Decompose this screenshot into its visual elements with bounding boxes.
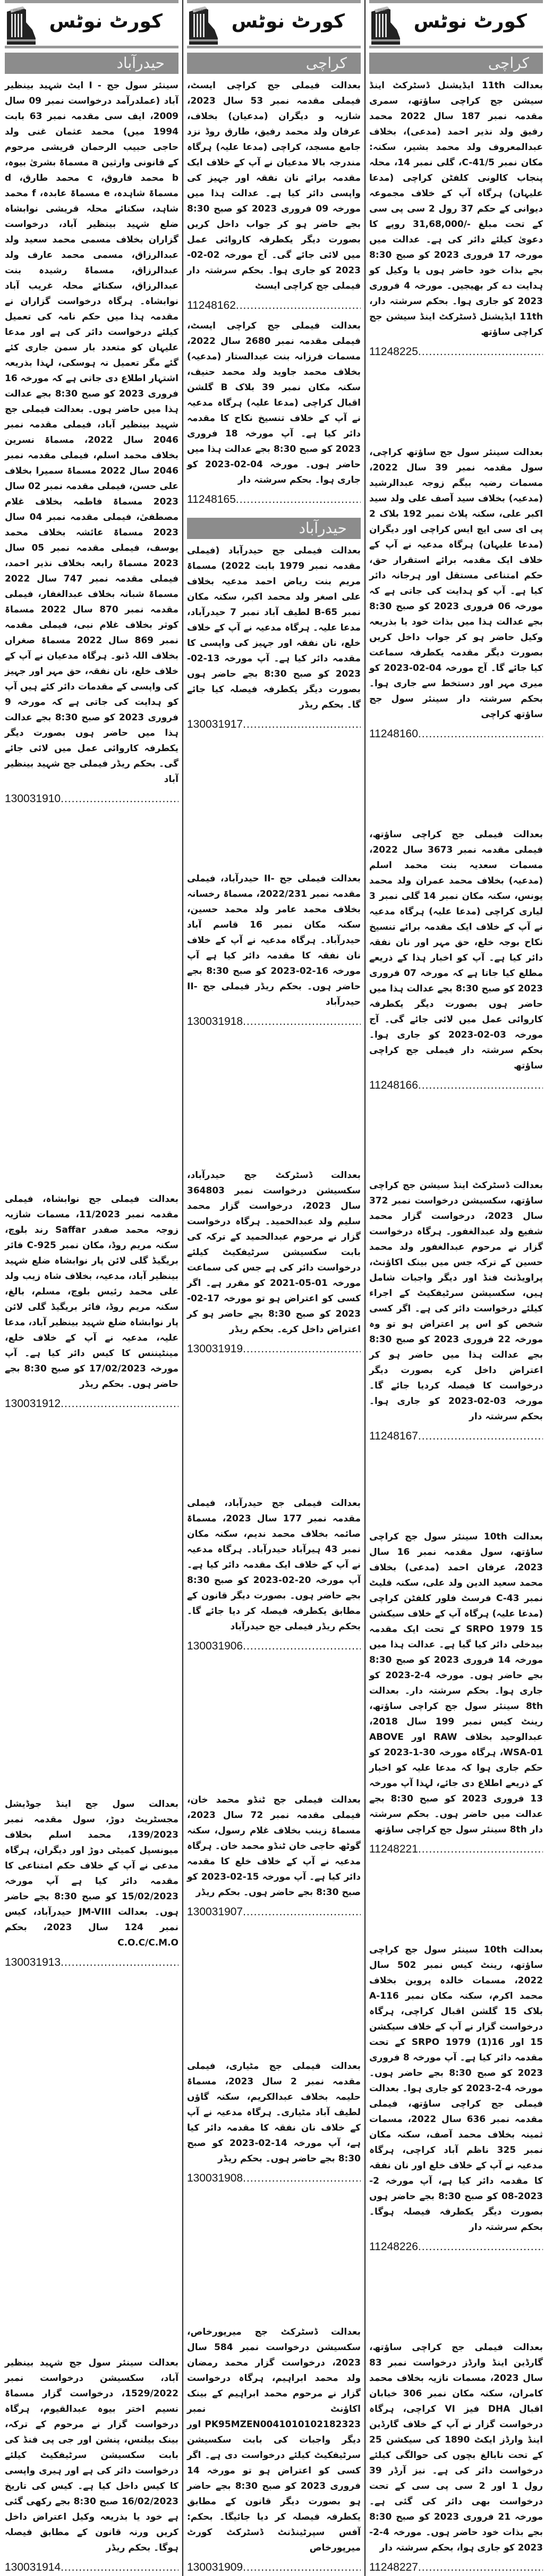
notices-list	[5, 48, 178, 2576]
court-notice	[369, 2336, 543, 2576]
notice-ref-number: 11248227 .....	[369, 2561, 543, 2574]
notice-text: بعدالت ڈسٹرکٹ جج میرپورخاص، سکسیشن درخواست نمبر 584 سال 2023، درخواست گزار محمد رمضان ولد محمد ابراہیم، ہرگاہ درخواست گزار نے مرحوم محمد ابراہیم کے بینک اکاؤنٹ نمبر PK95MZEN0041010102182323 اور دیگر واجبات کی بابت سکسیشن سرٹیفکیٹ کیلئے درخواست دی ہے۔ اگر کسی کو اعتراض ہو تو مورخہ 14 فروری 2023 کو صبح 8:30 بجے حاضر ہو بصورت دیگر قانون کے مطابق یکطرفہ فیصلہ کر دیا جائیگا۔ بحکم: آفس سپرٹینڈنٹ ڈسٹرکٹ کورٹ میرپورخاص	[187, 2327, 361, 2553]
notice-ref-number: 11248226 .....	[369, 2241, 543, 2253]
court-notice	[369, 1525, 543, 1858]
court-notice	[5, 1188, 178, 1412]
svg-text:COURT: COURT	[378, 9, 387, 12]
notice-text: بعدالت فیملی جج کراچی ایسٹ، فیملی مقدمہ نمبر 53 سال 2023، شازیہ و دیگران (مدعیان) بخلاف، عرفان ولد محمد رفیق، طارق روڈ نزد جامع مسجد، کراچی (مدعا علیہ) ہرگاہ مندرجہ بالا مدعیان نے آپ کے خلاف ایک مقدمہ برائے نان نفقہ اور جہیز کی واپسی دائر کیا ہے۔ عدالت ہذا میں مورخہ 09 فروری 2023 کو صبح 8:30 بجے حاضر ہو کر جواب داخل کریں بصورت دیگر یکطرفہ کاروائی عمل میں لائی جائے گی۔ آج مورخہ 02-02-2023 کو جاری ہوا۔ بحکم سرشتہ دار فیملی جج کراچی ایسٹ	[187, 80, 361, 291]
section-header: کراچی	[187, 53, 361, 74]
court-notice	[369, 74, 543, 360]
section-header: حیدرآباد	[5, 53, 178, 74]
notice-ref-number: 130031907 .....	[187, 1906, 361, 1918]
court-notice	[369, 1174, 543, 1445]
court-notice	[5, 1792, 178, 1971]
notice-text: بعدالت فیملی جج کراچی ساؤتھ، فیملی مقدمہ نمبر 3673 سال 2022، مسمات سعدیہ بنت محمد اسلم (مدعیہ) بخلاف محمد عمران ولد محمد یونس، سکنہ مکان نمبر 14 گلی نمبر 3 لیاری کراچی (مدعا علیہ) ہرگاہ مدعیہ نے آپ کے خلاف ایک مقدمہ برائے تنسیخ نکاح بوجہ خلع، حق مہر اور نان نفقہ دائر کیا ہے۔ آپ کو اخبار ہذا کے ذریعے مطلع کیا جاتا ہے کہ مورخہ 07 فروری 2023 کو صبح 8:30 بجے عدالت ہذا میں حاضر ہوں بصورت دیگر یکطرفہ کاروائی عمل میں لائی جائے گی۔ آج مورخہ 03-02-2023 کو جاری ہوا۔ بحکم سرشتہ دار فیملی جج کراچی ساؤتھ	[369, 829, 543, 1071]
notice-ref-number: 11248162 .....	[187, 299, 361, 312]
notice-ref-number: 130031910 .....	[5, 793, 178, 805]
notice-text: بعدالت ڈسٹرکٹ اینڈ سیشن جج کراچی ساؤتھ، سکسیشن درخواست نمبر 372 سال 2023، درخواست گزار محمد شفیع ولد عبدالغفور۔ ہرگاہ درخواست گزار نے مرحوم عبدالغفور ولد محمد حسین کے ترکہ جس میں بینک اکاؤنٹ، پراویڈنٹ فنڈ اور دیگر واجبات شامل ہیں، سکسیشن سرٹیفکیٹ کے اجراء کیلئے درخواست دائر کی ہے۔ اگر کسی شخص کو اس پر اعتراض ہو تو وہ مورخہ 22 فروری 2023 کو صبح 8:30 بجے عدالت ہذا میں حاضر ہو کر اعتراض داخل کرے بصورت دیگر درخواست کا فیصلہ کردیا جائے گا۔ مورخہ 03-02-2023 کو جاری ہوا۔ بحکم سرشتہ دار	[369, 1180, 543, 1422]
masthead-title: کورٹ نوٹس	[413, 11, 527, 32]
masthead	[369, 4, 543, 48]
column-divider	[182, 0, 183, 2576]
notice-text: بعدالت 11th ایڈیشنل ڈسٹرکٹ اینڈ سیشن جج کراچی ساؤتھ، سمری مقدمہ نمبر 187 سال 2022 محمد رفیق ولد نذیر احمد (مدعی)، بخلاف عبدالمعروف ولد محمد بشیر، سکنہ: مکان نمبر C-41/5، گلی نمبر 14، محلہ پنجاب کالونی کلفٹن کراچی (مدعا علیہان) ہرگاہ آپ کے خلاف مجموعہ دیوانی کے حکم 37 رول 2 سی پی سی کے تحت مبلغ -/31,68,000 روپے کا دعویٰ کیلئے دائر کی ہے۔ عدالت میں مورخہ 17 فروری 2023 کو صبح 8:30 بجے بذات خود حاضر ہوں یا وکیل کو ہدایت دے کر بھیجیں۔ مورخہ 4 فروری 2023 کو جاری ہوا۔ بحکم سرشتہ دار، 11th ایڈیشنل ڈسٹرکٹ اینڈ سیشن جج کراچی ساؤتھ	[369, 80, 543, 338]
notice-text: بعدالت فیملی جج کراچی ایسٹ، فیملی مقدمہ نمبر 2680 سال 2022، مسمات فرزانہ بنت عبدالستار (مدعیہ) بخلاف محمد جاوید ولد محمد حنیف، سکنہ مکان نمبر 39 بلاک B گلشن اقبال کراچی (مدعا علیہ) ہرگاہ مدعیہ نے آپ کے خلاف تنسیخ نکاح کا مقدمہ دائر کیا ہے۔ آپ مورخہ 18 فروری 2023 کو صبح 8:30 بجے عدالت ہذا میں حاضر ہوں۔ مورخہ 04-02-2023 کو جاری ہوا۔ بحکم سرشتہ دار	[187, 321, 361, 485]
court-notice	[369, 1938, 543, 2255]
notice-text: بعدالت ڈسٹرکٹ جج حیدرآباد، سکسیشن درخواست نمبر 364803 سال 2023، درخواست گزار محمد سلیم ولد عبدالحمید۔ ہرگاہ درخواست گزار نے مرحوم عبدالحمید کے ترکہ کی بابت سکسیشن سرٹیفکیٹ کیلئے درخواست دائر کی ہے جس کی سماعت مورخہ 01-05-2021 کو مقرر ہے۔ اگر کسی کو اعتراض ہو تو مورخہ 17-02-2023 کو صبح 8:30 بجے حاضر ہو کر اعتراض داخل کرے۔ بحکم ریڈر	[187, 1170, 361, 1335]
notice-text: بعدالت فیملی جج حیدرآباد، فیملی مقدمہ نمبر 177 سال 2023، مسماۃ صائمہ بخلاف محمد ندیم، سکنہ مکان نمبر 43 ہیرآباد حیدرآباد۔ ہرگاہ مدعیہ نے آپ کے خلاف ایک مقدمہ دائر کیا ہے۔ آپ مورخہ 20-02-2023 کو صبح 8:30 بجے حاضر ہوں۔ بصورت دیگر قانون کے مطابق یکطرفہ فیصلہ کر دیا جائے گا۔ بحکم ریڈر فیملی جج حیدرآباد	[187, 1497, 361, 1632]
masthead	[187, 4, 361, 48]
top-rule	[369, 0, 543, 3]
notice-column	[4, 0, 180, 2576]
notice-text: سینئر سول جج - I ایٹ شہید بینظیر آباد (عملدرآمد درخواست نمبر 09 سال 2009، ایف سی مقدمہ نمبر 63 بابت 1994 میں) محمد عثمان غنی ولد حاجی حبیب الرحمان قریشی مرحوم کے قانونی وارثین a مسماۃ بشریٰ بیوہ، b محمد فاروق، c محمد طارق، d مسماۃ شاہدہ، e مسماۃ عابدہ، f محمد شاہد، سکنائے محلہ قریشی نوابشاہ ضلع شہید بینظیر آباد، درخواست گزاران بخلاف مسمی محمد سعید ولد عبدالرزاق، مسمی محمد عارف ولد عبدالرزاق، مسماۃ رشیدہ بنت عبدالرزاق، سکنائے محلہ غریب آباد نوابشاہ۔ ہرگاہ درخواست گزاران نے مقدمہ ہذا میں حکم نامہ کی تعمیل کیلئے درخواست دائر کی ہے اور مدعا علیہان کو متعدد بار سمن جاری کئے گئے مگر تعمیل نہ ہوسکی، لہذا بذریعہ اشتہار اطلاع دی جاتی ہے کہ مورخہ 16 فروری 2023 کو صبح 8:30 بجے عدالت ہذا میں حاضر ہوں۔ بعدالت فیملی جج شہید بینظیر آباد، فیملی مقدمہ نمبر 2046 سال 2022، مسماۃ نسرین بخلاف محمد اسلم، فیملی مقدمہ نمبر 2046 سال 2022 مسماۃ سمیرا بخلاف علی حسن، فیملی مقدمہ نمبر 02 سال 2023 مسماۃ فاطمہ بخلاف غلام مصطفیٰ، فیملی مقدمہ نمبر 04 سال 2023 مسماۃ عائشہ بخلاف محمد یوسف، فیملی مقدمہ نمبر 05 سال 2023 مسماۃ رابعہ بخلاف نذیر احمد، فیملی مقدمہ نمبر 747 سال 2022 مسماۃ شبانہ بخلاف عبدالغفار، فیملی مقدمہ نمبر 870 سال 2022 مسماۃ کوثر بخلاف غلام نبی، فیملی مقدمہ نمبر 869 سال 2022 مسماۃ صغراں بخلاف اللہ ڈنو۔ ہرگاہ مدعیان نے آپ کے خلاف خلع، نان نفقہ، حق مہر اور جہیز کی واپسی کے مقدمات دائر کئے ہیں آپ کو ہدایت کی جاتی ہے کہ مورخہ 9 فروری 2023 کو صبح 8:30 بجے عدالت ہذا میں حاضر ہوں بصورت دیگر یکطرفہ کاروائی عمل میں لائی جائے گی۔ بحکم ریڈر فیملی جج شہید بینظیر آباد	[5, 80, 179, 785]
notice-column	[368, 0, 544, 2576]
notice-ref-number: 11248165 .....	[187, 493, 361, 506]
city-section	[187, 48, 361, 508]
notice-ref-number: 130031919 .....	[187, 1343, 361, 1356]
notice-text: بعدالت فیملی جج -II حیدرآباد، فیملی مقدمہ نمبر 2022/231، مسماۃ رخسانہ بخلاف محمد عامر ولد محمد حسین، سکنہ مکان نمبر 16 قاسم آباد حیدرآباد۔ ہرگاہ مدعیہ نے آپ کے خلاف نان نفقہ کا مقدمہ دائر کیا ہے آپ مورخہ 16-02-2023 کو صبح 8:30 بجے حاضر ہوں۔ بحکم ریڈر فیملی جج -II حیدرآباد	[187, 873, 361, 1007]
masthead-title: کورٹ نوٹس	[49, 11, 163, 32]
top-rule	[187, 0, 361, 3]
notice-ref-number: 11248160 .....	[369, 728, 543, 740]
notice-ref-number: 11248166 .....	[369, 1079, 543, 1092]
court-notice	[187, 867, 361, 1030]
masthead	[5, 4, 178, 48]
city-section	[5, 48, 178, 2576]
notice-ref-number: 130031918 .....	[187, 1015, 361, 1028]
court-notice	[187, 539, 361, 733]
city-section	[369, 48, 543, 2576]
notice-ref-number: 130031912 .....	[5, 1398, 178, 1410]
notice-ref-number: 130031917 .....	[187, 718, 361, 731]
notices-list	[187, 48, 361, 2576]
court-notice	[187, 74, 361, 314]
notice-ref-number: 130031906 .....	[187, 1640, 361, 1653]
notice-text: بعدالت فیملی جج ٹنڈو محمد خان، فیملی مقدمہ نمبر 72 سال 2023، مسماۃ زینب بخلاف غلام رسول، سکنہ گوٹھ حاجی خان ٹنڈو محمد خان۔ ہرگاہ مدعیہ نے آپ کے خلاف خلع کا مقدمہ دائر کیا ہے۔ آپ مورخہ 15-02-2023 کو صبح 8:30 بجے حاضر ہوں۔ بحکم ریڈر	[187, 1795, 361, 1898]
notice-text: بعدالت 10th سینئر سول جج کراچی ساؤتھ، رینٹ کیس نمبر 502 سال 2022، مسمات خالدہ پروین بخلاف محمد اکرم، سکنہ مکان نمبر A-116 بلاک 15 گلشن اقبال کراچی، ہرگاہ درخواست گزار نے آپ کے خلاف سیکشن 15 اور 16(1) SRPO 1979 کے تحت مقدمہ دائر کیا ہے۔ آپ مورخہ 8 فروری 2023 کو صبح 8:30 بجے حاضر ہوں۔ مورخہ 4-2-2023 کو جاری ہوا۔ بعدالت فیملی جج کراچی ساؤتھ، فیملی مقدمہ نمبر 636 سال 2022، مسمات ثمینہ بخلاف محمد آصف، سکنہ مکان نمبر 325 ناظم آباد کراچی، ہرگاہ مدعیہ نے آپ کے خلاف خلع اور نان نفقہ کا مقدمہ دائر کیا ہے، آپ مورخہ 2-2023-08 کو صبح 8:30 بجے حاضر ہوں بصورت دیگر یکطرفہ فیصلہ ہوگا۔ بحکم سرشتہ دار	[369, 1944, 543, 2233]
court-notice	[187, 1492, 361, 1655]
svg-text:COURT: COURT	[13, 9, 23, 12]
city-section	[187, 513, 361, 2576]
court-notice	[187, 2055, 361, 2187]
notice-ref-number: 130031913 .....	[5, 1956, 178, 1969]
notice-ref-number: 11248225 .....	[369, 346, 543, 358]
top-rule	[5, 0, 178, 3]
court-notice	[5, 2351, 178, 2576]
notice-text: بعدالت فیملی جج حیدرآباد (فیملی مقدمہ نمبر 1979 بابت 2022) مسماۃ مریم بنت ریاض احمد مدعیہ بخلاف علی اصغر ولد محمد اکبر، سکنہ مکان نمبر B-65 لطیف آباد نمبر 7 حیدرآباد، مدعا علیہ۔ ہرگاہ مدعیہ نے آپ کے خلاف خلع، نان نفقہ اور جہیز کی واپسی کا مقدمہ دائر کیا ہے۔ آپ مورخہ 13-02-2023 کو صبح 8:30 بجے حاضر ہوں بصورت دیگر یکطرفہ فیصلہ کیا جائے گا۔ بحکم ریڈر	[187, 545, 361, 710]
notice-ref-number: 130031908 .....	[187, 2172, 361, 2185]
court-notice	[5, 74, 178, 807]
section-header: حیدرآباد	[187, 518, 361, 539]
court-notice	[187, 2320, 361, 2576]
notice-text: بعدالت سینئر سول جج ساؤتھ کراچی، سول مقدمہ نمبر 39 سال 2022، مسمات رضیہ بیگم زوجہ عبدالرشید (مدعیہ) بخلاف سید آصف علی ولد سید اکبر علی، سکنہ پلاٹ نمبر 192 بلاک 2 پی ای سی ایچ ایس کراچی اور دیگران (مدعا علیہان) ہرگاہ مدعیہ نے آپ کے خلاف ایک مقدمہ برائے استقرار حق، حکم امتناعی مستقل اور ہرجانہ دائر کیا ہے۔ آپ کو ہدایت کی جاتی ہے کہ مورخہ 06 فروری 2023 کو صبح 8:30 بجے عدالت ہذا میں بذات خود یا بذریعہ وکیل حاضر ہو کر جواب داخل کریں بصورت دیگر مقدمہ یکطرفہ سماعت کیا جائے گا۔ آج مورخہ 04-02-2023 کو میری مہر اور دستخط سے جاری ہوا۔ بحکم سرشتہ دار سینئر سول جج ساؤتھ کراچی	[369, 447, 543, 720]
court-notice	[187, 314, 361, 508]
court-notice	[187, 1164, 361, 1358]
notice-text: بعدالت فیملی جج مٹیاری، فیملی مقدمہ نمبر 2 سال 2023، مسماۃ حلیمہ بخلاف عبدالکریم، سکنہ گاؤں لطیف آباد مٹیاری۔ ہرگاہ مدعیہ نے آپ کے خلاف نان نفقہ کا مقدمہ دائر کیا ہے، آپ مورخہ 14-02-2023 کو صبح 8:30 بجے حاضر ہوں۔ بحکم ریڈر	[187, 2060, 361, 2164]
court-notice	[369, 441, 543, 743]
notice-text: بعدالت سینئر سول جج شہید بینظیر آباد، سکسیشن درخواست نمبر 1529/2022، درخواست گزار مسماۃ نسیم اختر بیوہ عبدالقیوم، ہرگاہ درخواست گزار نے مرحوم کے ترکہ، بینک بیلنس، پنشن اور جی پی فنڈ کی بابت سکسیشن سرٹیفکیٹ کیلئے درخواست دائر کی ہے اور ہیری واپسی کا کیس داخل کیا ہے۔ کیس کی تاریخ 16/02/2023 صبح 8:30 بجے رکھی گئی ہے خود یا بذریعہ وکیل اعتراض داخل کریں ورنہ قانون کے مطابق فیصلہ ہوگا۔ بحکم ریڈر	[5, 2358, 178, 2553]
svg-text:COURT: COURT	[196, 9, 205, 12]
column-divider	[364, 0, 366, 2576]
notices-list	[369, 48, 543, 2576]
notice-text: بعدالت سول جج اینڈ جوڈیشل مجسٹریٹ دوڑ، سول مقدمہ نمبر 139/2023، محمد اسلم بخلاف میونسپل کمیٹی دوڑ اور دیگران، ہرگاہ مدعی نے آپ کے خلاف حکم امتناعی کا مقدمہ دائر کیا ہے آپ مورخہ 15/02/2023 کو صبح 8:30 بجے حاضر ہوں۔ بعدالت JM-VIII حیدرآباد، کیس نمبر 124 سال 2023، بحکم C.O.C/C.M.O	[5, 1799, 178, 1948]
notice-column	[186, 0, 362, 2576]
notice-ref-number: 11248221 .....	[369, 1843, 543, 1856]
notice-ref-number: 130031914 .....	[5, 2561, 178, 2574]
notice-ref-number: 130031909 .....	[187, 2561, 361, 2574]
masthead-title: کورٹ نوٹس	[231, 11, 345, 32]
court-notice	[369, 823, 543, 1094]
court-notice	[187, 1788, 361, 1921]
notice-ref-number: 11248167 .....	[369, 1430, 543, 1443]
notice-text: بعدالت فیملی جج نوابشاہ، فیملی مقدمہ نمبر 11/2023، مسمات شازیہ زوجہ محمد صفدر Saffar رند بلوچ، سکنہ مریم روڈ، مکان نمبر C-925 فائر بریگیڈ گلی لائن پار نوابشاہ ضلع شہید بینظیر آباد، مدعیہ، بخلاف شاہ زیب ولد علی محمد رئیس بلوچ، مسلم، بالغ، سکنہ مریم روڈ، فائر بریگیڈ گلی لائن پار نوابشاہ ضلع شہید بینظیر آباد، مدعا علیہ، مدعیہ نے آپ کے خلاف خلع، مینٹیننس کا کیس دائر کیا ہے۔ آپ مورخہ 17/02/2023 کو صبح 8:30 بجے حاضر ہوں۔ بحکم ریڈر	[5, 1194, 179, 1390]
notice-text: بعدالت فیملی جج کراچی ساؤتھ، گارڈین اینڈ وارڈز درخواست نمبر 83 سال 2023، مسمات نازیہ بخلاف محمد کامران، سکنہ مکان نمبر 306 خیابان اقبال DHA فیز VI کراچی، ہرگاہ درخواست گزار نے آپ کے خلاف گارڈین اینڈ وارڈز ایکٹ 1890 کی سیکشن 25 کے تحت نابالغ بچوں کی حوالگی کیلئے درخواست دائر کی ہے۔ نیز آرڈر 39 رول 1 اور 2 سی پی سی کے تحت درخواست بھی دائر کی گئی ہے۔ مورخہ 21 فروری 2023 کو صبح 8:30 بجے بذات خود حاضر ہوں۔ مورخہ 4-2-2023 کو جاری ہوا، بحکم سرشتہ دار	[369, 2342, 543, 2553]
section-header: کراچی	[369, 53, 543, 74]
notice-text: بعدالت 10th سینئر سول جج کراچی ساؤتھ، سول مقدمہ نمبر 16 سال 2023، عرفان احمد (مدعی) بخلاف محمد سعید الدین ولد علی، سکنہ فلیٹ نمبر C-43 فرسٹ فلور کلفٹن کراچی (مدعا علیہ) ہرگاہ آپ کے خلاف سیکشن 15 SRPO 1979 کے تحت ایک مقدمہ بیدخلی دائر کیا گیا ہے۔ عدالت ہذا میں مورخہ 14 فروری 2023 کو صبح 8:30 بجے حاضر ہوں۔ مورخہ 4-2-2023 کو جاری ہوا۔ بحکم سرشتہ دار۔ بعدالت 8th سینئر سول جج کراچی ساؤتھ، رینٹ کیس نمبر 199 سال 2018، عبدالوحید بخلاف RAW اور ABOVE WSA-01، ہرگاہ مورخہ 30-1-2023 کو حکم جاری ہوا کہ مدعا علیہ کو اخبار کے ذریعے اطلاع دی جائے، لہذا آپ مورخہ 13 فروری 2023 کو صبح 8:30 بجے عدالت میں حاضر ہوں۔ بحکم سرشتہ دار 8th سینئر سول جج کراچی ساؤتھ	[369, 1531, 543, 1836]
